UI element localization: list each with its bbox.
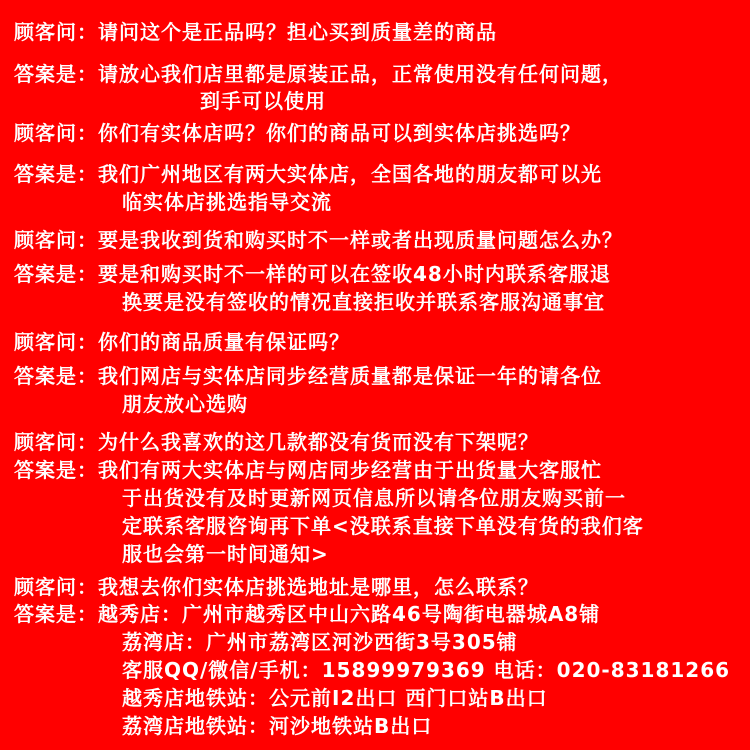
answer-text: 我们网店与实体店同步经营质量都是保证一年的请各位 <box>98 364 602 388</box>
faq-5-answer <box>14 458 602 482</box>
faq-5-question <box>14 430 539 454</box>
faq-1-answer-cont: 到手可以使用 <box>200 89 326 113</box>
faq-6-question <box>14 575 539 599</box>
answer-text: 越秀店：广州市越秀区中山六路46号陶街电器城A8铺 <box>98 602 601 626</box>
faq-1-question <box>14 20 497 44</box>
answer-label: 答案是： <box>14 162 98 186</box>
faq-6-answer-cont-4: 荔湾店地铁站：河沙地铁站B出口 <box>122 714 433 738</box>
answer-text: 要是和购买时不一样的可以在签收48小时内联系客服退 <box>98 262 611 286</box>
answer-text: 我们有两大实体店与网店同步经营由于出货量大客服忙 <box>98 458 602 482</box>
question-text: 你们的商品质量有保证吗？ <box>98 330 350 354</box>
faq-5-answer-cont-2: 定联系客服咨询再下单<没联系直接下单没有货的我们客 <box>122 514 644 538</box>
answer-label: 答案是： <box>14 62 98 86</box>
faq-6-answer-cont-3: 越秀店地铁站：公元前I2出口 西门口站B出口 <box>122 686 548 710</box>
faq-6-answer-cont-2: 客服QQ/微信/手机：15899979369 电话：020-83181266 <box>122 658 731 682</box>
question-label: 顾客问： <box>14 575 98 599</box>
question-text: 要是我收到货和购买时不一样或者出现质量问题怎么办？ <box>98 228 623 252</box>
answer-label: 答案是： <box>14 364 98 388</box>
faq-2-answer-cont: 临实体店挑选指导交流 <box>122 190 332 214</box>
faq-2-answer <box>14 162 602 186</box>
answer-text: 我们广州地区有两大实体店，全国各地的朋友都可以光 <box>98 162 602 186</box>
answer-label: 答案是： <box>14 262 98 286</box>
faq-2-question <box>14 121 581 145</box>
question-text: 你们有实体店吗？你们的商品可以到实体店挑选吗？ <box>98 121 581 145</box>
faq-4-answer <box>14 364 602 388</box>
faq-3-answer-cont: 换要是没有签收的情况直接拒收并联系客服沟通事宜 <box>122 290 605 314</box>
question-label: 顾客问： <box>14 228 98 252</box>
question-label: 顾客问： <box>14 121 98 145</box>
answer-label: 答案是： <box>14 602 98 626</box>
answer-text: 请放心我们店里都是原装正品，正常使用没有任何问题， <box>98 62 623 86</box>
faq-4-question <box>14 330 350 354</box>
question-text: 请问这个是正品吗？担心买到质量差的商品 <box>98 20 497 44</box>
faq-5-answer-cont-3: 服也会第一时间通知> <box>122 542 329 566</box>
faq-3-question <box>14 228 623 252</box>
faq-3-answer <box>14 262 611 286</box>
faq-4-answer-cont: 朋友放心选购 <box>122 392 248 416</box>
faq-6-answer <box>14 602 600 626</box>
question-label: 顾客问： <box>14 330 98 354</box>
faq-6-answer-cont-1: 荔湾店：广州市荔湾区河沙西街3号305铺 <box>122 630 518 654</box>
faq-1-answer <box>14 62 623 86</box>
question-label: 顾客问： <box>14 20 98 44</box>
question-text: 我想去你们实体店挑选地址是哪里，怎么联系？ <box>98 575 539 599</box>
question-label: 顾客问： <box>14 430 98 454</box>
faq-5-answer-cont-1: 于出货没有及时更新网页信息所以请各位朋友购买前一 <box>122 486 626 510</box>
answer-label: 答案是： <box>14 458 98 482</box>
question-text: 为什么我喜欢的这几款都没有货而没有下架呢？ <box>98 430 539 454</box>
